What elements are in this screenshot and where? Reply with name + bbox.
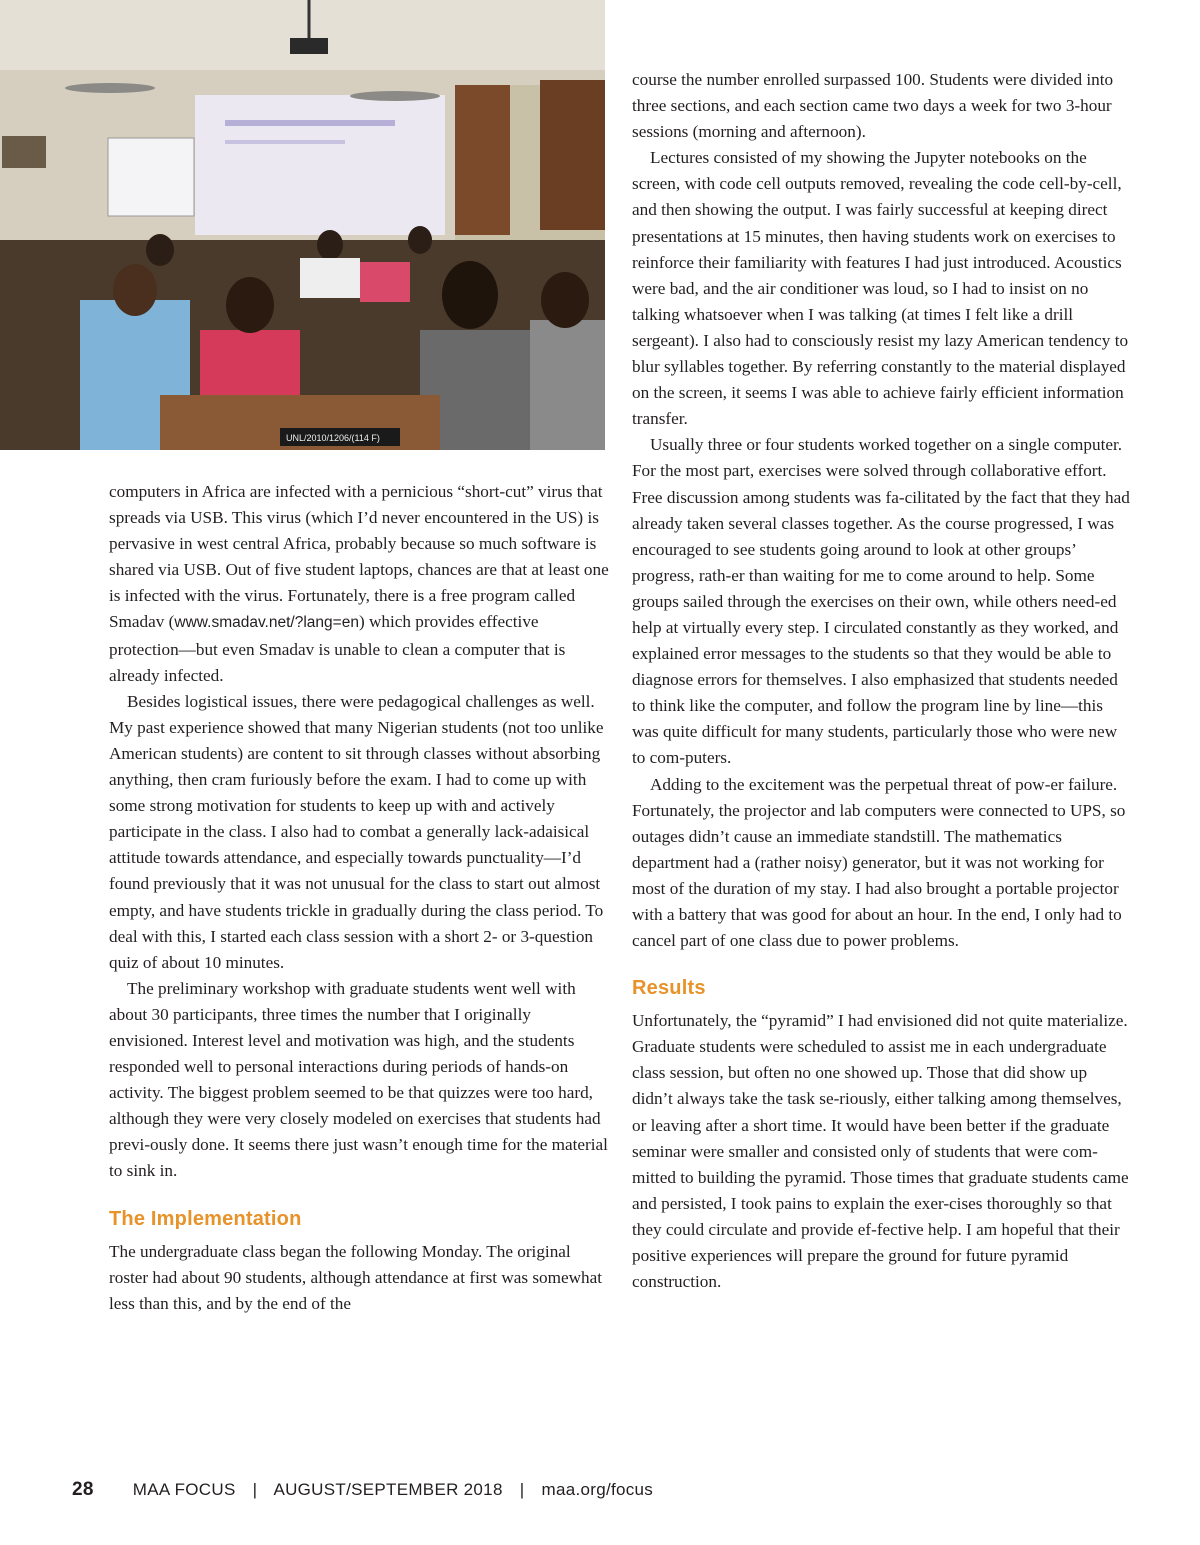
footer-url[interactable]: maa.org/focus [541,1480,654,1499]
issue-date: AUGUST/SEPTEMBER 2018 [273,1480,503,1499]
classroom-photo [0,0,605,450]
right-paragraph-1: course the number enrolled surpassed 100. Students were divided into three sections, and each section came two days a week for two 3-hour sessions (morning and afternoon). [632,70,1114,142]
classroom-photo-drawing [0,0,605,450]
right-paragraph-4: Adding to the excitement was the perpetual threat of pow-er failure. Fortunately, the projector and lab computers were connected to UPS, so outages didn’t cause an immediate standstill. The mathematics department had a (rather noisy) generator, but it was not working for most of the duration of my stay. I had also brought a portable projector with a battery that was good for about an hour. In the end, I only had to cancel part of one class due to power problems. [632,774,1126,951]
page-number: 28 [72,1479,94,1500]
left-paragraph-4: The undergraduate class began the following Monday. The original roster had about 90 students, although attendance at first was somewhat less than this, and by the end of the [109,1241,603,1313]
left-column [109,479,609,1317]
footer-separator-1: | [252,1480,258,1499]
left-paragraph-3: The preliminary workshop with graduate students went well with about 30 participants, three times the number that I originally envisioned. Interest level and motivation was high, and the students responded well to personal interactions during periods of hands-on activity. The biggest problem seemed to be that quizzes were too hard, although they were very closely modeled on exercises that students had previ-ously done. It seems there just wasn’t enough time for the material to sink in. [109,978,608,1181]
left-paragraph-1 [109,479,609,689]
smadav-url: www.smadav.net/?lang=en [174,614,359,632]
left-paragraph-2: Besides logistical issues, there were pedagogical challenges as well. My past experience showed that many Nigerian students (not too unlike American students) are content to sit through classes without absorbing anything, then cram furiously before the exam. I had to come up with some strong motivation for students to keep up with and actively participate in the class. I also had to combat a generally lack-adaisical attitude towards attendance, and especially towards punctuality—I’d found previously that it was not unusual for the class to start out almost empty, and have students trickle in gradually during the class period. To deal with this, I started each class session with a short 2- or 3-question quiz of about 10 minutes. [109,691,604,972]
photo-banner-text: UNL/2010/1206/(114 F) [286,433,380,443]
right-column [632,67,1132,1295]
right-paragraph-2: Lectures consisted of my showing the Jupyter notebooks on the screen, with code cell outputs removed, revealing the code cell-by-cell, and then showing the output. I was fairly successful at keeping direct presentations at 15 minutes, then having students work on exercises to reinforce their familiarity with features I had just introduced. Acoustics were bad, and the air conditioner was loud, so I had to insist on no talking whatsoever when I was talking (at times I felt like a drill sergeant). I also had to consciously resist my lazy American tendency to blur syllables together. By referring constantly to the material displayed on the screen, it seems I was able to achieve fairly efficient information transfer. [632,148,1129,429]
right-paragraph-3: Usually three or four students worked together on a single computer. For the most part, exercises were solved through collaborative effort. Free discussion among students was fa-cilitated by the fact that they had already taken several classes together. As the course progressed, I was encouraged to see students going around to look at other groups’ progress, rath-er than waiting for me to come around to help. Some groups sailed through the exercises on their own, while others need-ed help at virtually every step. I circulated constantly as they worked, and explained error messages to the students so that they would be able to diagnose errors for themselves. I also emphasized that students needed to think like the computer, and follow the program line by line—this was quite difficult for many students, particularly those who were new to com-puters. [632,435,1130,768]
page-footer [72,1479,653,1501]
left-paragraph-1-end: ) which provides effective protection—but even Smadav is unable to clean a computer that is already infected. [109,612,566,685]
heading-results: Results [632,977,706,1000]
heading-implementation: The Implementation [109,1207,302,1230]
left-paragraph-1-text: computers in Africa are infected with a pernicious “short-cut” virus that spreads via USB. This virus (which I’d never encountered in the US) is pervasive in west central Africa, probably because so much software is shared via USB. Out of five student laptops, chances are that at least one is infected with the virus. Fortunately, there is a free program called Smadav ( [109,482,609,632]
footer-separator-2: | [519,1480,525,1499]
publication-name: MAA FOCUS [132,1480,236,1499]
right-paragraph-5: Unfortunately, the “pyramid” I had envisioned did not quite materialize. Graduate students were scheduled to assist me in each undergraduate class session, but often no one showed up. Those that did show up didn’t always take the task se-riously, either talking among themselves, or leaving after a short time. It would have been better if the graduate seminar were smaller and consisted only of students that were com-mitted to building the pyramid. Those times that graduate students came and persisted, I took pains to explain the exer-cises thoroughly so that they could circulate and provide ef-fective help. I am hopeful that their positive experiences will prepare the ground for future pyramid construction. [632,1011,1129,1292]
